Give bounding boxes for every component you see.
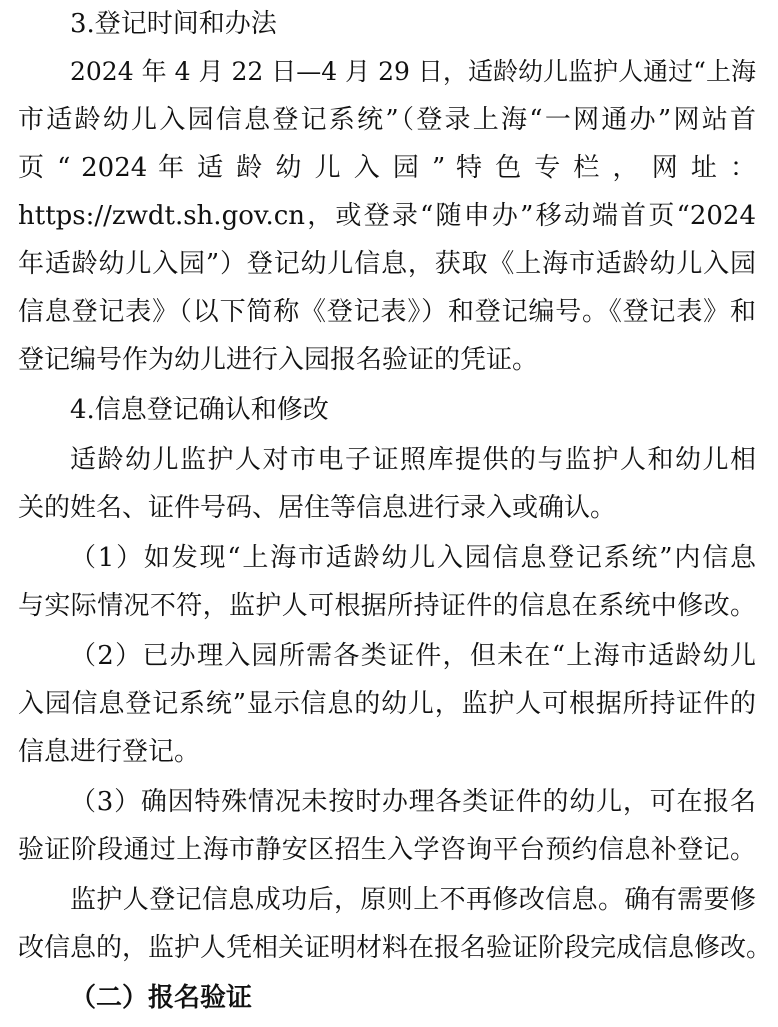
section-heading-registration-verify: （二）报名验证 (70, 983, 253, 1013)
paragraph-line: 年适龄幼儿入园”）登记幼儿信息，获取《上海市适龄幼儿入园 (18, 249, 756, 279)
paragraph-line: 信息登记表》（以下简称《登记表》）和登记编号。《登记表》和 (18, 297, 756, 327)
paragraph-line: 监护人登记信息成功后，原则上不再修改信息。确有需要修 (70, 885, 756, 915)
paragraph-line: 市适龄幼儿入园信息登记系统”（登录上海“一网通办”网站首 (18, 105, 756, 135)
list-item-2-line: （2）已办理入园所需各类证件，但未在“上海市适龄幼儿 (70, 641, 756, 671)
paragraph-line: 页 “ 2024 年 适 龄 幼 儿 入 园 ” 特 色 专 栏 ， 网 址 ： (18, 153, 756, 183)
list-item-3-line: （3）确因特殊情况未按时办理各类证件的幼儿，可在报名 (70, 787, 756, 817)
list-item-2-line: 信息进行登记。 (18, 737, 201, 767)
list-item-1-line: 与实际情况不符，监护人可根据所持证件的信息在系统中修改。 (18, 591, 756, 621)
list-item-2-line: 入园信息登记系统”显示信息的幼儿，监护人可根据所持证件的 (18, 689, 756, 719)
list-item-1-line: （1）如发现“上海市适龄幼儿入园信息登记系统”内信息 (70, 543, 756, 573)
section-heading-registration-time: 3.登记时间和办法 (70, 9, 277, 39)
list-item-3-line: 验证阶段通过上海市静安区招生入学咨询平台预约信息补登记。 (18, 835, 756, 865)
paragraph-line-url: https://zwdt.sh.gov.cn，或登录“随申办”移动端首页“2024 (18, 201, 756, 231)
paragraph-line: 登记编号作为幼儿进行入园报名验证的凭证。 (18, 345, 539, 375)
section-heading-info-confirm: 4.信息登记确认和修改 (70, 395, 329, 425)
paragraph-line: 2024 年 4 月 22 日—4 月 29 日，适龄幼儿监护人通过“上海 (70, 57, 756, 86)
paragraph-line: 改信息的，监护人凭相关证明材料在报名验证阶段完成信息修改。 (18, 933, 773, 963)
paragraph-line: 适龄幼儿监护人对市电子证照库提供的与监护人和幼儿相 (70, 445, 756, 475)
paragraph-line: 关的姓名、证件号码、居住等信息进行录入或确认。 (18, 493, 617, 523)
